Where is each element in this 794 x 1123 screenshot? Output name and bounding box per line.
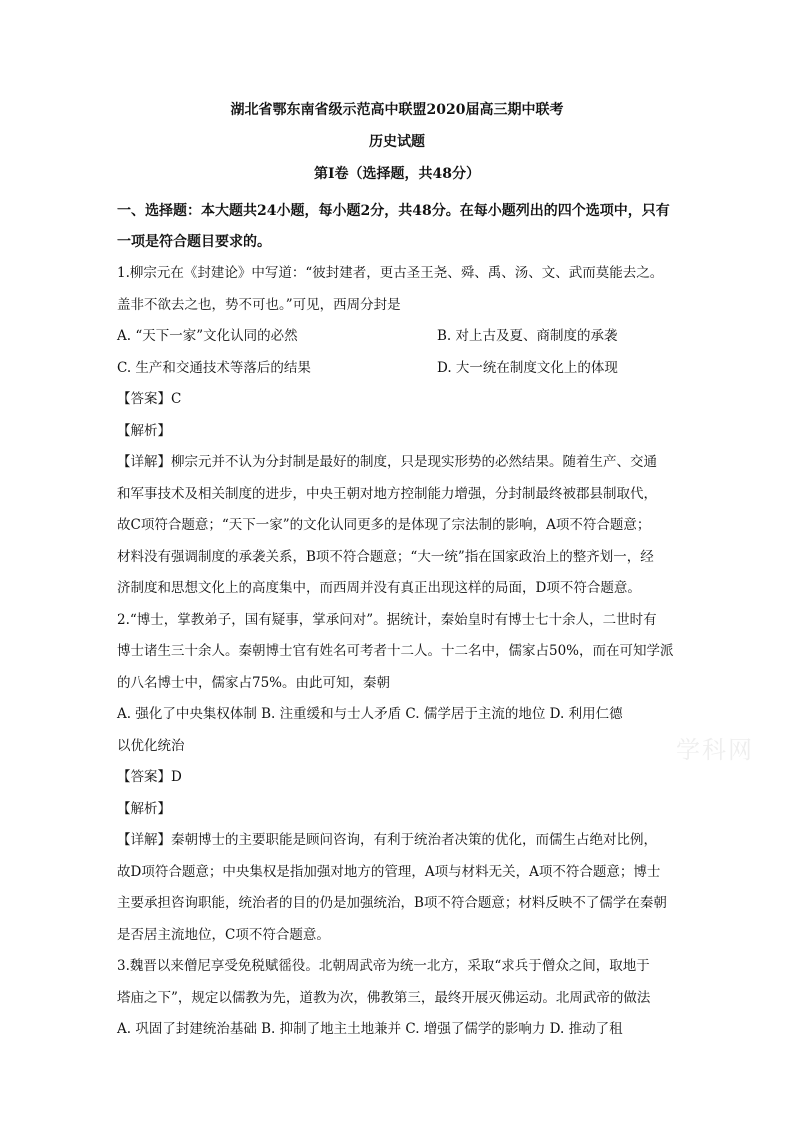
question-1 <box>117 258 677 605</box>
q1-option-c: C. 生产和交通技术等落后的结果 <box>117 359 311 376</box>
watermark-logo: 学科网 <box>676 736 754 764</box>
q1-detail-line1: 【详解】柳宗元并不认为分封制是最好的制度，只是现实形势的必然结果。随着生产、交通 <box>117 454 657 470</box>
q1-options-row1 <box>117 321 677 353</box>
q1-stem-line1: 1.柳宗元在《封建论》中写道：“彼封建者，更古圣王尧、舜、禹、汤、文、武而莫能去之。 <box>117 265 664 281</box>
q1-option-a: A. “天下一家”文化认同的必然 <box>117 328 298 344</box>
q1-detail-line5: 济制度和思想文化上的高度集中，而西周并没有真正出现这样的局面，D项不符合题意。 <box>117 580 641 596</box>
q3-options-line1: A. 巩固了封建统治基础 B. 抑制了地主土地兼并 C. 增强了儒学的影响力 D. 推动了租 <box>117 1021 623 1037</box>
section-heading-line2: 一项是符合题目要求的。 <box>117 234 271 250</box>
q1-answer: 【答案】C <box>117 391 182 407</box>
q1-detail-line3: 故C项符合题意；“天下一家”的文化认同更多的是体现了宗法制的影响，A项不符合题意； <box>117 517 651 533</box>
document-body <box>117 100 677 1046</box>
q2-analysis-label: 【解析】 <box>117 800 171 817</box>
q2-stem-line1: 2.“博士，掌教弟子，国有疑事，掌承问对”。据统计，秦始皇时有博士七十余人，二世时有 <box>117 611 657 628</box>
q2-detail-line4: 是否居主流地位，C项不符合题意。 <box>117 926 330 943</box>
q2-detail-line1: 【详解】秦朝博士的主要职能是顾问咨询，有利于统治者决策的优化，而儒生占绝对比例， <box>117 832 657 848</box>
q2-stem-line3: 的八名博士中，儒家占75%。由此可知，秦朝 <box>117 674 391 691</box>
q2-detail-line3: 主要承担咨询职能，统治者的目的仍是加强统治，B项不符合题意；材料反映不了儒学在秦朝 <box>117 895 667 911</box>
exam-volume: 第Ⅰ卷（选择题，共48分） <box>313 166 481 182</box>
question-3 <box>117 951 677 1046</box>
q2-options-line1: A. 强化了中央集权体制 B. 注重缓和与士人矛盾 C. 儒学居于主流的地位 D. 利用仁德 <box>117 706 623 722</box>
q1-stem-line2: 盖非不欲去之也，势不可也。”可见，西周分封是 <box>117 296 401 313</box>
q1-options-row2 <box>117 353 677 385</box>
section-heading-line1: 一、选择题：本大题共24小题，每小题2分，共48分。在每小题列出的四个选项中，只有 <box>117 203 670 219</box>
q1-analysis-label: 【解析】 <box>117 422 171 439</box>
q2-options-line2: 以优化统治 <box>117 737 185 754</box>
q2-detail-line2: 故D项符合题意；中央集权是指加强对地方的管理，A项与材料无关，A项不符合题意；博士 <box>117 863 661 880</box>
exam-subject: 历史试题 <box>369 134 425 150</box>
q1-option-d: D. 大一统在制度文化上的体现 <box>437 359 618 376</box>
q2-answer: 【答案】D <box>117 769 182 785</box>
q1-detail-line2: 和军事技术及相关制度的进步，中央王朝对地方控制能力增强，分封制最终被郡县制取代， <box>117 485 657 502</box>
q3-stem-line1: 3.魏晋以来僧尼享受免税赋徭役。北朝周武帝为统一北方，采取“求兵于僧众之间，取地于 <box>117 958 650 974</box>
exam-title: 湖北省鄂东南省级示范高中联盟2020届高三期中联考 <box>230 102 564 118</box>
q1-detail-line4: 材料没有强调制度的承袭关系，B项不符合题意；“大一统”指在国家政治上的整齐划一，经 <box>117 548 654 565</box>
q2-stem-line2: 博士诸生三十余人。秦朝博士官有姓名可考者十二人。十二名中，儒家占50%，而在可知学派 <box>117 643 674 659</box>
question-2 <box>117 605 677 952</box>
q3-stem-line2: 塔庙之下”，规定以儒教为先，道教为次，佛教第三，最终开展灭佛运动。北周武帝的做法 <box>117 989 651 1006</box>
q1-option-b: B. 对上古及夏、商制度的承袭 <box>437 328 618 344</box>
